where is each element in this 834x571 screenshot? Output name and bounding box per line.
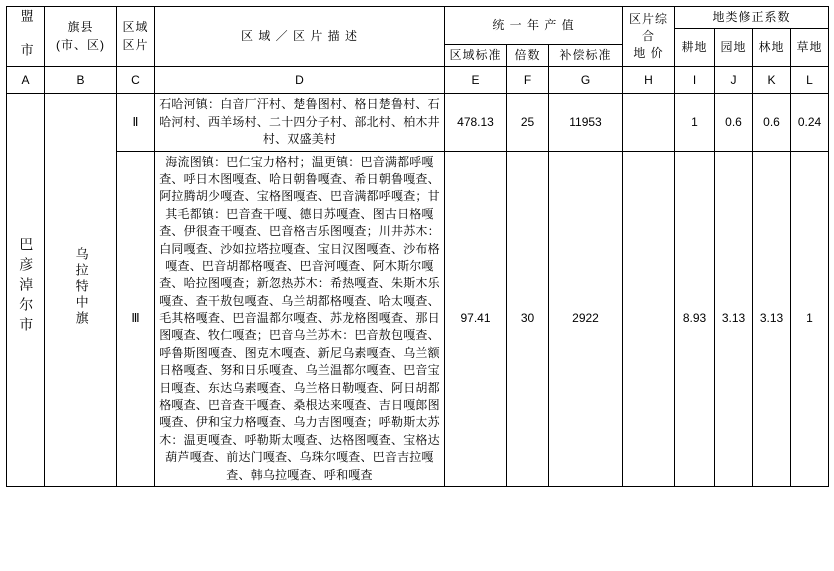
header-region-piece-line1: 区域 <box>122 20 149 35</box>
cell-cultivated-land: 1 <box>675 94 715 151</box>
cell-league-city: 巴彦淖尔市 <box>7 94 45 487</box>
cell-comprehensive-land-price <box>623 151 675 486</box>
table-row <box>7 151 829 486</box>
header-banner-county <box>45 7 117 67</box>
column-letter-j: J <box>715 67 753 94</box>
column-letter-g: G <box>549 67 623 94</box>
cell-garden-land: 0.6 <box>715 94 753 151</box>
header-row-1 <box>7 7 829 29</box>
cell-region-standard: 478.13 <box>445 94 507 151</box>
header-region-standard: 区域标准 <box>445 45 507 67</box>
cell-multiple: 25 <box>507 94 549 151</box>
header-cultivated-land: 耕地 <box>675 29 715 67</box>
column-letter-c: C <box>117 67 155 94</box>
header-banner-county-line1: 旗县 <box>67 20 94 35</box>
table-row <box>7 94 829 151</box>
header-land-price-line2: 地 价 <box>633 46 664 61</box>
header-league-city: 盟 市 <box>7 7 45 67</box>
cell-grass-land: 1 <box>791 151 829 486</box>
header-garden-land: 园地 <box>715 29 753 67</box>
cell-region-description: 石哈河镇：白音厂汗村、楚鲁图村、格日楚鲁村、石哈河村、西羊场村、二十四分子村、部北村、柏木井村、双盛美村 <box>155 94 445 151</box>
header-compensation-standard: 补偿标准 <box>549 45 623 67</box>
column-letter-a: A <box>7 67 45 94</box>
header-comprehensive-land-price <box>623 7 675 67</box>
cell-cultivated-land: 8.93 <box>675 151 715 486</box>
header-land-price-line1: 区片综合 <box>628 11 668 43</box>
header-grass-land: 草地 <box>791 29 829 67</box>
header-unified-annual-output: 统 一 年 产 值 <box>445 7 623 45</box>
column-letter-k: K <box>753 67 791 94</box>
cell-region-piece: Ⅲ <box>117 151 155 486</box>
cell-compensation-standard: 2922 <box>549 151 623 486</box>
land-compensation-table <box>6 6 829 487</box>
header-region-piece <box>117 7 155 67</box>
cell-region-description: 海流图镇：巴仁宝力格村；温更镇：巴音满都呼嘎查、呼日木图嘎查、哈日朝鲁嘎查、希日朝鲁嘎查、阿拉腾胡少嘎查、宝格图嘎查、巴音满都呼嘎查；甘其毛都镇：巴音查干嘎、德日苏嘎查、图古日格嘎查、伊很查干嘎查、巴音格吉乐图嘎查；川井苏木：白同嘎查、沙如拉塔拉嘎查、宝日汉图嘎查、沙布格嘎查、巴音胡都格嘎查、巴音河嘎查、阿木斯尔嘎查、哈拉图嘎查；新忽热苏木：希热嘎查、朱斯木乐嘎查、查干敖包嘎查、乌兰胡都格嘎查、哈太嘎查、毛其格嘎查、巴音温都尔嘎查、苏龙格图嘎查、那日图嘎查、牧仁嘎查；巴音乌兰苏木：巴音敖包嘎查、呼鲁斯图嘎查、图克木嘎查、新尼乌素嘎查、乌兰额日格嘎查、努和日乐嘎查、乌兰温都尔嘎查、巴音宝日嘎查、东达乌素嘎查、乌兰格日勒嘎查、阿日胡都格嘎查、巴音查干嘎查、桑根达来嘎查、吉日嘎郎图嘎查、伊和宝力格嘎查、乌力吉图嘎查；呼勒斯太苏木：温更嘎查、呼勒斯太嘎查、达格图嘎查、宝格达葫芦嘎查、前达门嘎查、乌珠尔嘎查、巴音吉拉嘎查、韩乌拉嘎查、呼和嘎查 <box>155 151 445 486</box>
cell-banner-county: 乌拉特中旗 <box>45 94 117 487</box>
cell-grass-land: 0.24 <box>791 94 829 151</box>
cell-forest-land: 0.6 <box>753 94 791 151</box>
header-multiple: 倍数 <box>507 45 549 67</box>
header-forest-land: 林地 <box>753 29 791 67</box>
cell-region-piece: Ⅱ <box>117 94 155 151</box>
cell-region-standard: 97.41 <box>445 151 507 486</box>
cell-forest-land: 3.13 <box>753 151 791 486</box>
header-land-correction-coefficient: 地类修正系数 <box>675 7 829 29</box>
column-letter-e: E <box>445 67 507 94</box>
header-region-description: 区 域 ／ 区 片 描 述 <box>155 7 445 67</box>
cell-comprehensive-land-price <box>623 94 675 151</box>
column-letter-row <box>7 67 829 94</box>
column-letter-l: L <box>791 67 829 94</box>
cell-garden-land: 3.13 <box>715 151 753 486</box>
cell-multiple: 30 <box>507 151 549 486</box>
column-letter-d: D <box>155 67 445 94</box>
column-letter-h: H <box>623 67 675 94</box>
column-letter-f: F <box>507 67 549 94</box>
column-letter-i: I <box>675 67 715 94</box>
header-region-piece-line2: 区片 <box>122 37 149 52</box>
column-letter-b: B <box>45 67 117 94</box>
cell-compensation-standard: 11953 <box>549 94 623 151</box>
header-banner-county-line2: (市、区) <box>56 37 105 52</box>
